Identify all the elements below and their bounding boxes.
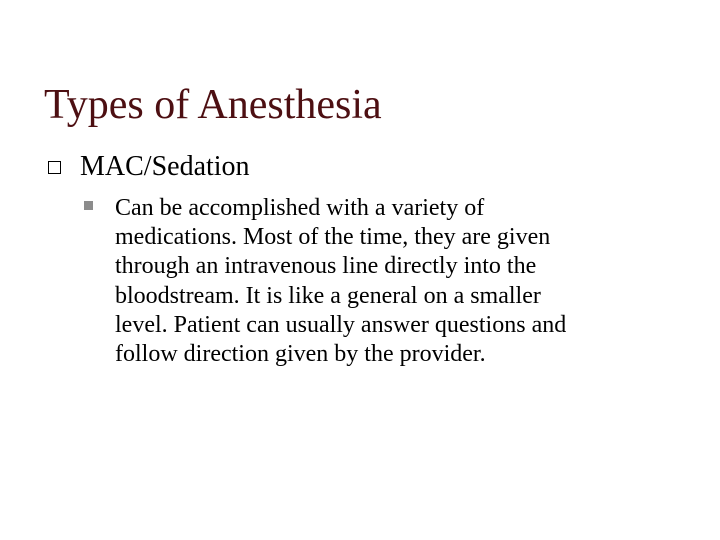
description-line: Can be accomplished with a variety of — [115, 195, 485, 221]
slide-title: Types of Anesthesia — [44, 82, 382, 128]
filled-square-bullet-icon — [84, 201, 93, 210]
description-line: follow direction given by the provider. — [115, 341, 486, 368]
sub-bullet-description — [115, 194, 675, 369]
description-line: level. Patient can usually answer questions and — [115, 311, 567, 338]
description-line: through an intravenous line directly into the — [115, 253, 537, 280]
bullet-mac-sedation: MAC/Sedation — [80, 151, 250, 182]
description-line: bloodstream. It is like a general on a smaller — [115, 282, 541, 309]
hollow-square-bullet-icon — [48, 161, 61, 174]
description-line: medications. Most of the time, they are given — [115, 224, 551, 251]
